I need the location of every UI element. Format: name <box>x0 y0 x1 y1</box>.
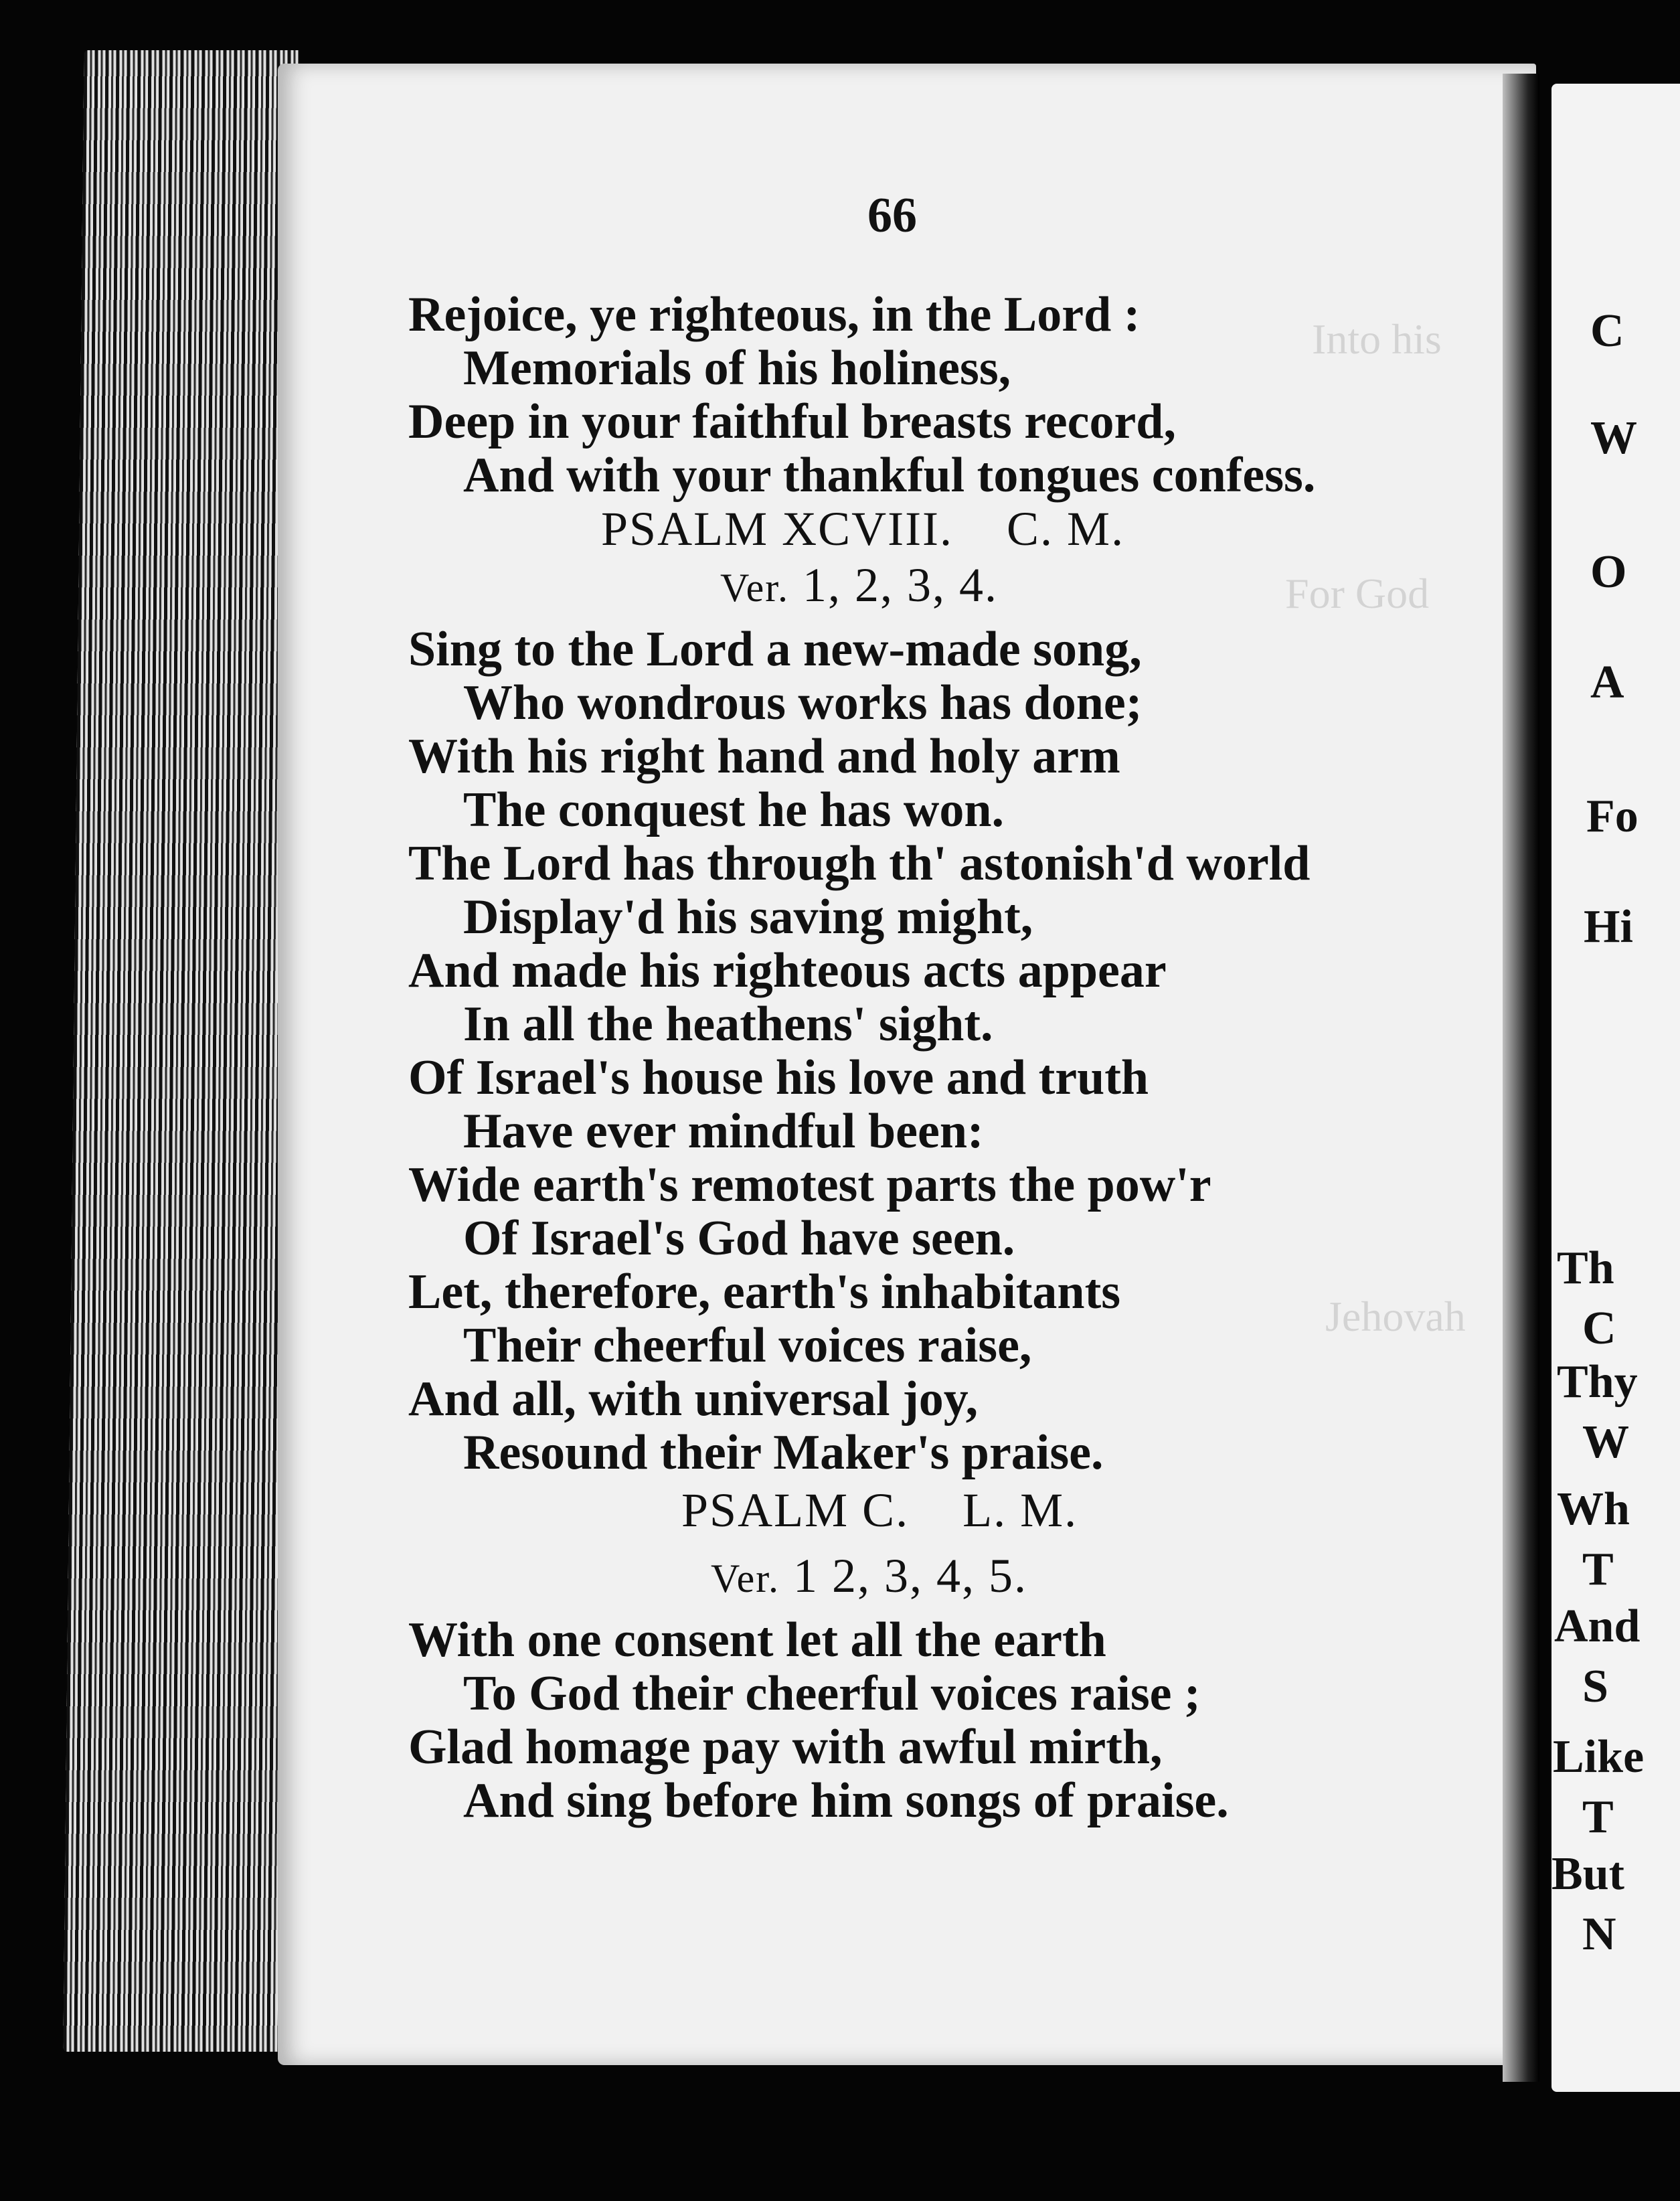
stanza-opening <box>408 288 1519 502</box>
right-page-fragment: W <box>1582 1416 1629 1468</box>
right-page-fragment: Fo <box>1586 791 1639 842</box>
right-page-fragment: But <box>1551 1848 1624 1900</box>
verse-line: Let, therefore, earth's inhabitants <box>408 1265 1121 1319</box>
verse-line: And sing before him songs of praise. <box>463 1773 1229 1828</box>
verse-line: Of Israel's God have seen. <box>463 1211 1015 1266</box>
verse-line: Who wondrous works has done; <box>463 675 1143 730</box>
right-page-fragment: Like <box>1553 1731 1645 1783</box>
verse-numbers: 1 2, 3, 4, 5. <box>792 1549 1027 1603</box>
verse-line: Wide earth's remotest parts the pow'r <box>408 1157 1211 1212</box>
right-page-fragment: Th <box>1557 1242 1614 1294</box>
hymn-text <box>408 288 1519 1827</box>
verse-line: Have ever mindful been: <box>463 1104 984 1159</box>
psalm-meter: C. M. <box>1007 502 1125 556</box>
verse-line: With one consent let all the earth <box>408 1613 1106 1667</box>
verse-reference <box>408 558 1519 615</box>
right-page-fragment: T <box>1582 1791 1614 1843</box>
right-page-fragment: W <box>1590 412 1637 464</box>
right-page-fragment: N <box>1582 1908 1616 1960</box>
verse-line: The Lord has through th' astonish'd world <box>408 836 1311 891</box>
verse-label: Ver. <box>720 566 789 610</box>
verse-line: Their cheerful voices raise, <box>463 1318 1032 1373</box>
verse-line: Resound their Maker's praise. <box>463 1425 1104 1480</box>
bleed-through: Jehovah <box>1325 1293 1466 1340</box>
right-page-fragment: C <box>1582 1303 1616 1354</box>
verse-line: Display'd his saving might, <box>463 890 1033 945</box>
right-page-fragment: A <box>1590 657 1624 708</box>
right-page-fragment: S <box>1582 1661 1608 1712</box>
right-page-fragment: C <box>1590 305 1624 357</box>
right-page-fragment: Wh <box>1557 1483 1630 1535</box>
verse-line: To God their cheerful voices raise ; <box>463 1666 1201 1721</box>
verse-line: With his right hand and holy arm <box>408 729 1120 784</box>
verse-line: Rejoice, ye righteous, in the Lord : <box>408 287 1141 342</box>
verse-line: And made his righteous acts appear <box>408 943 1167 998</box>
psalm-heading <box>408 1483 1519 1540</box>
right-page-fragment: O <box>1590 546 1627 598</box>
verse-line: Glad homage pay with awful mirth, <box>408 1720 1163 1775</box>
right-page-fragment: T <box>1582 1544 1614 1595</box>
psalm-meter: L. M. <box>962 1483 1078 1537</box>
psalm-100-stanzas <box>408 1613 1519 1827</box>
right-page-fragment: Hi <box>1584 901 1633 953</box>
right-page-fragment: Thy <box>1557 1356 1638 1408</box>
bleed-through: For God <box>1285 570 1430 617</box>
verse-reference <box>408 1549 1519 1605</box>
psalm-title: PSALM C. <box>681 1483 910 1537</box>
verse-label: Ver. <box>711 1556 780 1601</box>
verse-line: Memorials of his holiness, <box>463 341 1011 396</box>
verse-line: And all, with universal joy, <box>408 1372 979 1426</box>
verse-line: And with your thankful tongues confess. <box>463 448 1316 503</box>
book-page-edges <box>63 50 298 2052</box>
verse-line: Of Israel's house his love and truth <box>408 1050 1149 1105</box>
psalm-98-stanzas <box>408 623 1519 1479</box>
verse-line: Sing to the Lord a new-made song, <box>408 622 1142 677</box>
page-number: 66 <box>867 188 917 243</box>
bleed-through: Into his <box>1312 315 1442 363</box>
right-page <box>1551 84 1680 2092</box>
verse-line: The conquest he has won. <box>463 783 1005 837</box>
verse-numbers: 1, 2, 3, 4. <box>802 558 998 612</box>
psalm-heading <box>408 502 1519 558</box>
verse-line: In all the heathens' sight. <box>463 997 993 1052</box>
verse-line: Deep in your faithful breasts record, <box>408 394 1176 449</box>
psalm-title: PSALM XCVIII. <box>601 502 954 556</box>
right-page-fragment: And <box>1554 1601 1641 1652</box>
